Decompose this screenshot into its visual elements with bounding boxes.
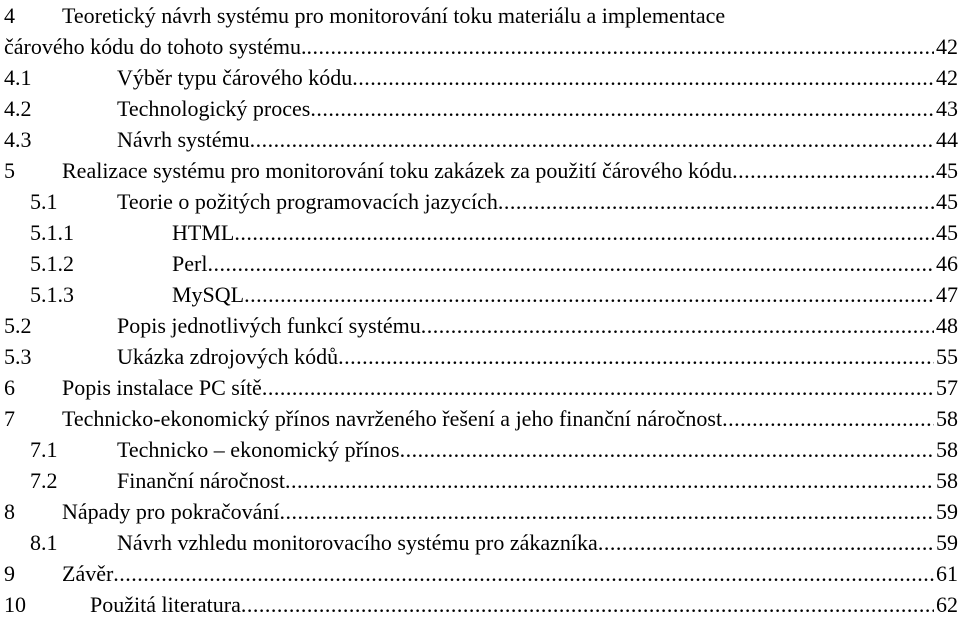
toc-number: 7.1	[30, 437, 58, 462]
toc-number: 8.1	[30, 530, 58, 555]
toc-title: MySQL	[172, 282, 245, 307]
toc-leader-dots	[732, 155, 934, 186]
toc-page-number: 58	[936, 406, 958, 431]
toc-title: Nápady pro pokračování	[62, 499, 280, 524]
toc-entry	[0, 496, 958, 527]
toc-number: 10	[4, 592, 26, 617]
toc-title: Realizace systému pro monitorování toku zakázek za použití čárového kódu	[62, 158, 733, 183]
toc-page-number: 44	[936, 127, 958, 152]
toc-entry	[0, 93, 958, 124]
toc-number: 6	[4, 375, 15, 400]
toc-number: 9	[4, 561, 15, 586]
toc-page-number: 45	[936, 220, 958, 245]
toc-number: 4.2	[4, 96, 32, 121]
toc-leader-dots	[421, 310, 934, 341]
toc-number: 7.2	[30, 468, 58, 493]
toc-entry	[0, 434, 958, 465]
toc-title: Technicko-ekonomický přínos navrženého řešení a jeho finanční náročnost	[62, 406, 723, 431]
toc-page-number: 42	[936, 65, 958, 90]
toc-title: Popis instalace PC sítě	[62, 375, 262, 400]
toc-title: Výběr typu čárového kódu	[117, 65, 353, 90]
toc-title: Návrh systému	[117, 127, 250, 152]
toc-number: 5.1	[30, 189, 58, 214]
toc-leader-dots	[113, 558, 934, 589]
toc-number: 5.3	[4, 344, 32, 369]
toc-leader-dots	[722, 403, 934, 434]
toc-title: Technologický proces	[117, 96, 311, 121]
toc-number: 4.1	[4, 65, 32, 90]
toc-title: Teorie o požitých programovacích jazycích	[117, 189, 498, 214]
toc-leader-dots	[310, 93, 934, 124]
toc-number: 8	[4, 499, 15, 524]
toc-title: Popis jednotlivých funkcí systému	[117, 313, 421, 338]
toc-leader-dots	[250, 124, 934, 155]
toc-entry-4-line1	[0, 0, 958, 31]
toc-leader-dots	[241, 589, 934, 620]
toc-leader-dots	[598, 527, 934, 558]
toc-entry	[0, 403, 958, 434]
toc-title: Perl	[172, 251, 208, 276]
toc-title-line2: čárového kódu do tohoto systému.	[4, 34, 307, 59]
toc-page-number: 55	[936, 344, 958, 369]
toc-leader-dots	[244, 279, 934, 310]
toc-page-number: 45	[936, 158, 958, 183]
toc-title: Finanční náročnost	[117, 468, 286, 493]
toc-entry	[0, 341, 958, 372]
toc-number: 5.1.2	[30, 251, 74, 276]
toc-leader-dots	[400, 434, 934, 465]
toc-page-number: 58	[936, 437, 958, 462]
toc-leader-dots	[352, 62, 934, 93]
toc-leader-dots	[207, 248, 934, 279]
toc-title: Ukázka zdrojových kódů	[117, 344, 339, 369]
toc-leader-dots	[338, 341, 934, 372]
toc-number: 5.1.3	[30, 282, 74, 307]
toc-entry	[0, 589, 958, 620]
toc-leader-dots	[234, 217, 934, 248]
toc-entry	[0, 465, 958, 496]
toc-page-number: 59	[936, 530, 958, 555]
toc-entry	[0, 62, 958, 93]
toc-page-number: 42	[936, 34, 958, 59]
toc-page-number: 58	[936, 468, 958, 493]
toc-number: 5.2	[4, 313, 32, 338]
toc-title: Použitá literatura	[90, 592, 241, 617]
toc-number: 7	[4, 406, 15, 431]
toc-number: 4	[4, 3, 15, 28]
toc-title: Technicko – ekonomický přínos	[117, 437, 400, 462]
toc-page-number: 47	[936, 282, 958, 307]
toc-title: HTML	[172, 220, 235, 245]
toc-entry	[0, 527, 958, 558]
toc-leader-dots	[279, 496, 934, 527]
toc-entry	[0, 155, 958, 186]
toc-leader-dots	[498, 186, 934, 217]
toc-entry	[0, 186, 958, 217]
toc-number: 4.3	[4, 127, 32, 152]
toc-page-number: 43	[936, 96, 958, 121]
toc-page-number: 48	[936, 313, 958, 338]
toc-page-number: 59	[936, 499, 958, 524]
toc-title-line1: Teoretický návrh systému pro monitorování toku materiálu a implementace	[62, 3, 726, 28]
toc-entry	[0, 124, 958, 155]
toc-title: Závěr	[62, 561, 114, 586]
toc-page-number: 45	[936, 189, 958, 214]
toc-page-number: 62	[936, 592, 958, 617]
toc-entry	[0, 310, 958, 341]
toc-entry	[0, 248, 958, 279]
toc-leader-dots	[306, 31, 934, 62]
toc-page-number: 46	[936, 251, 958, 276]
toc-entry	[0, 279, 958, 310]
toc-entry-4-line2	[0, 31, 958, 62]
toc-number: 5	[4, 158, 15, 183]
toc-page-number: 57	[936, 375, 958, 400]
toc-entry	[0, 217, 958, 248]
toc-leader-dots	[285, 465, 934, 496]
toc-title: Návrh vzhledu monitorovacího systému pro zákazníka	[117, 530, 598, 555]
toc-entry	[0, 558, 958, 589]
toc-entry	[0, 372, 958, 403]
toc-number: 5.1.1	[30, 220, 74, 245]
toc-page-number: 61	[936, 561, 958, 586]
toc-leader-dots	[262, 372, 934, 403]
